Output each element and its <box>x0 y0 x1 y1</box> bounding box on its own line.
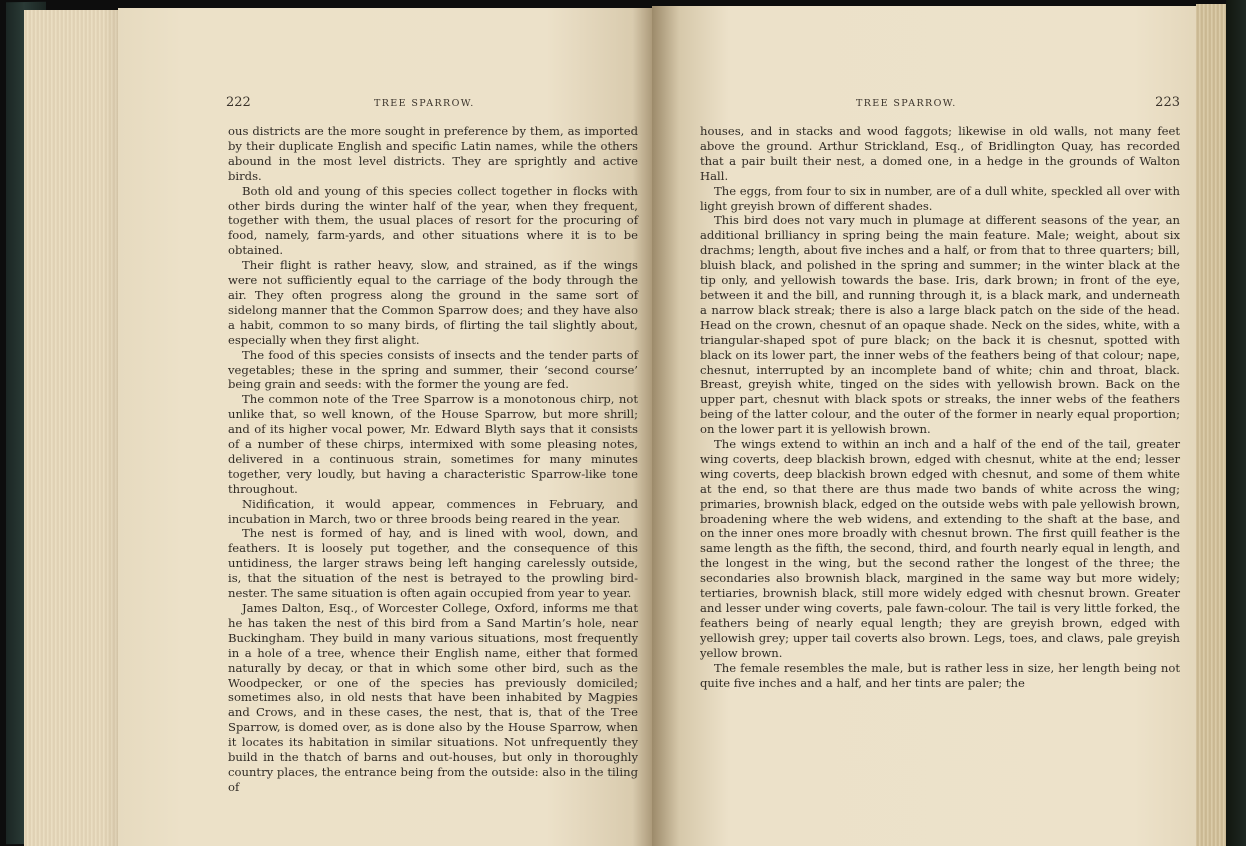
paragraph: This bird does not vary much in plumage at different seasons of the year, an additional brilliancy in spring being the main feature. Male; weight, about six drachms; length, about five inches and a half, or from that to three quarters; bill, bluish black, and polished in the spring and summer; in the winter black at the tip only, and yellowish towards the base. Iris, dark brown; in front of the eye, between it and the bill, and running through it, is a black mark, and underneath a narrow black streak; there is also a large black patch on the side of the head. Head on the crown, chesnut of an opaque shade. Neck on the sides, white, with a triangular-shaped spot of pure black; on the back it is chesnut, spotted with black on its lower part, the inner webs of the feathers being of that colour; nape, chesnut, interrupted by an incomplete band of white; chin and throat, black. Breast, greyish white, tinged on the sides with yellowish brown. Back on the upper part, chesnut with black spots or streaks, the inner webs of the feathers being of the latter colour, and the outer of the former in nearly equal proportion; on the lower part it is yellowish brown. <box>700 213 1180 437</box>
paragraph: Nidification, it would appear, commences in February, and incubation in March, two or three broods being reared in the year. <box>228 496 638 526</box>
left-page-number: 222 <box>226 95 251 110</box>
paragraph: houses, and in stacks and wood faggots; likewise in old walls, not many feet above the ground. Arthur Strickland, Esq., of Bridlington Quay, has recorded that a pair built their nest, a domed one, in a hedge in the grounds of Walton Hall. <box>700 124 1180 183</box>
paragraph: Both old and young of this species collect together in flocks with other birds during the winter half of the year, when they frequent, together with them, the usual places of resort for the procuring of food, namely, farm-yards, and other situations where it is to be obtained. <box>228 183 638 258</box>
paragraph: James Dalton, Esq., of Worcester College, Oxford, informs me that he has taken the nest of this bird from a Sand Martin’s hole, near Buckingham. They build in many various situations, most frequently in a hole of a tree, whence their English name, either that formed naturally by decay, or that in which some other bird, such as the Woodpecker, or one of the species has previously domiciled; sometimes also, in old nests that have been inhabited by Magpies and Crows, and in these cases, the nest, that is, that of the Tree Sparrow, is domed over, as is done also by the House Sparrow, when it locates its habitation in similar situations. Not unfrequently they build in the thatch of barns and out-houses, but only in thoroughly country places, the entrance being from the outside: also in the tiling of <box>228 601 638 794</box>
paragraph: The food of this species consists of insects and the tender parts of vegetables; these in the spring and summer, their ‘second course’ being grain and seeds: with the former the young are fed. <box>228 347 638 392</box>
left-running-head: TREE SPARROW. <box>374 98 475 109</box>
paragraph: Their flight is rather heavy, slow, and strained, as if the wings were not sufficiently equal to the carriage of the body through the air. They often progress along the ground in the same sort of sidelong manner that the Common Sparrow does; and they have also a habit, common to so many birds, of flirting the tail slightly about, especially when they first alight. <box>228 258 638 347</box>
paragraph: The eggs, from four to six in number, are of a dull white, speckled all over with light greyish brown of different shades. <box>700 183 1180 213</box>
paragraph: The wings extend to within an inch and a half of the end of the tail, greater wing coverts, deep blackish brown, edged with chesnut, white at the end; lesser wing coverts, deep blackish brown edged with chesnut, and some of them white at the end, so that there are thus made two bands of white across the wing; primaries, brownish black, edged on the outside webs with pale yellowish brown, broadening where the web widens, and extending to the shaft at the base, and on the inner ones more broadly with chesnut brown. The first quill feather is the same length as the fifth, the second, third, and fourth nearly equal in length, and the longest in the wing, but the second rather the longest of the three; the secondaries also brownish black, margined in the same way but more widely; tertiaries, brownish black, still more widely edged with chesnut brown. Greater and lesser under wing coverts, pale fawn-colour. The tail is very little forked, the feathers being of nearly equal length; they are greyish brown, edged with yellowish grey; upper tail coverts also brown. Legs, toes, and claws, pale greyish yellow brown. <box>700 437 1180 660</box>
left-page-body <box>228 124 638 795</box>
right-page-stack <box>1196 4 1228 846</box>
left-page-header <box>226 95 638 114</box>
right-book-cover <box>1226 0 1246 846</box>
paragraph: The female resembles the male, but is rather less in size, her length being not quite five inches and a half, and her tints are paler; the <box>700 660 1180 690</box>
right-page-body <box>700 124 1180 690</box>
paragraph: The nest is formed of hay, and is lined with wool, down, and feathers. It is loosely put together, and the consequence of this untidiness, the larger straws being left hanging carelessly outside, is, that the situation of the nest is betrayed to the prowling bird-nester. The same situation is often again occupied from year to year. <box>228 526 638 601</box>
paragraph: The common note of the Tree Sparrow is a monotonous chirp, not unlike that, so well known, of the House Sparrow, but more shrill; and of its higher vocal power, Mr. Edward Blyth says that it consists of a number of these chirps, intermixed with some pleasing notes, delivered in a continuous strain, sometimes for many minutes together, very loudly, but having a characteristic Sparrow-like tone throughout. <box>228 392 638 496</box>
right-page-number: 223 <box>1155 95 1180 110</box>
right-running-head: TREE SPARROW. <box>856 98 957 109</box>
paragraph: ous districts are the more sought in preference by them, as imported by their duplicate English and specific Latin names, while the others abound in the most level districts. They are sprightly and active birds. <box>228 124 638 183</box>
right-page-header <box>700 95 1180 114</box>
